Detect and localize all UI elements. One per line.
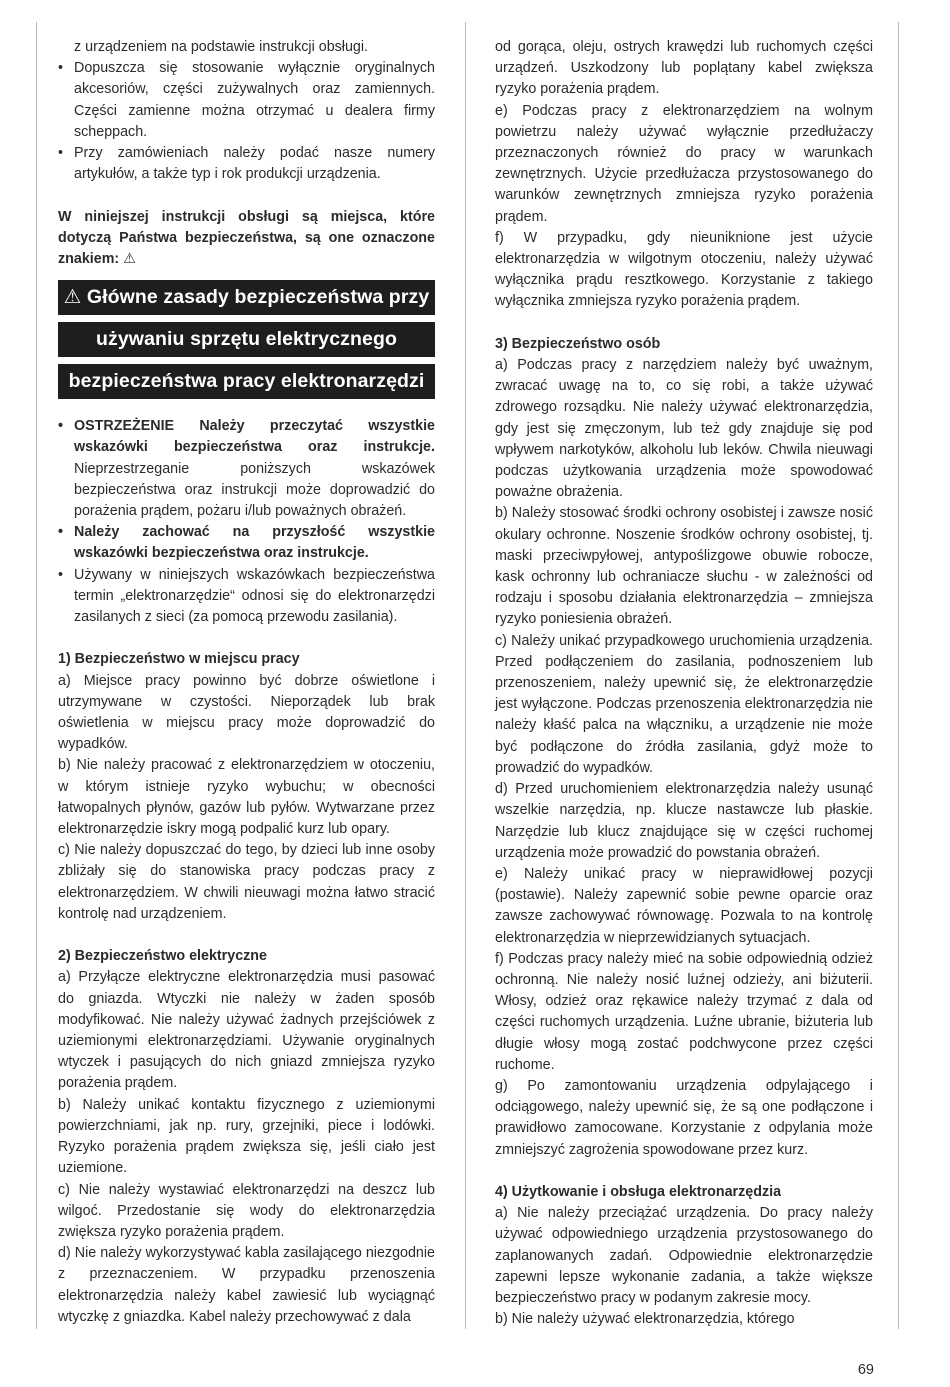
bullet-ordering: • Przy zamówieniach należy podać nasze numery artykułów, a także typ i rok produkcji urządzenia.	[58, 145, 435, 183]
paragraph: f) W przypadku, gdy nieuniknione jest użycie elektronarzędzia w wilgotnym otoczeniu, należy używać wyłącznika prądu resztkowego. Korzystanie z takiego wyłącznika zmniejsza ryzyko porażenia prądem.	[495, 229, 873, 310]
bullet-dot: •	[58, 145, 64, 162]
section-banner-1: ⚠ Główne zasady bezpieczeństwa przy	[58, 280, 435, 315]
page-number: 69	[857, 1362, 874, 1378]
paragraph: e) Podczas pracy z elektronarzędziem na wolnym powietrzu należy używać wyłącznie przedłużaczy przeznaczonych również do pracy w warunkach zewnętrznych. Użycie przedłużacza przystosowanego do warunków zewnętrznych zmniejsza ryzyko porażenia prądem.	[495, 102, 873, 225]
section-banner-3: bezpieczeństwa pracy elektronarzędzi	[58, 364, 435, 399]
paragraph: a) Podczas pracy z narzędziem należy być uważnym, zwracać uwagę na to, co się robi, a także używać zdrowego rozsądku. Nie należy używać elektronarzędzia, gdy jest się zmęczonym, lub też gdy znajduje się pod wpływem narkotyków, alkoholu lub leków. Chwila nieuwagi podczas użytkowania urządzenia może spowodować poważne obrażenia.	[495, 357, 873, 501]
section-heading-personal: 3) Bezpieczeństwo osób	[495, 335, 661, 352]
paragraph: c) Należy unikać przypadkowego uruchomienia urządzenia. Przed podłączeniem do zasilania, podnoszeniem lub przenoszeniem, należy upewnić się, że elektronarzędzie jest wyłączone. Podczas przenoszenia elektronarzędzia nie należy kłaść palca na włączniku, a urządzenie nie może być podłączone do źródła zasilania, gdyż może to prowadzić do wypadków.	[495, 632, 873, 776]
paragraph: e) Należy unikać pracy w nieprawidłowej pozycji (postawie). Należy zapewnić sobie pewne oparcie oraz zawsze zachowywać równowagę. Pozwala to na kontrolę elektronarzędzia w nieprzewidzianych sytuacjach.	[495, 865, 873, 946]
left-margin-rule	[36, 22, 37, 1329]
bullet-dot: •	[58, 566, 64, 583]
bullet-dot: •	[58, 418, 64, 435]
paragraph: c) Nie należy dopuszczać do tego, by dzieci lub inne osoby zbliżały się do stanowiska pracy podczas pracy z elektronarzędziem. W chwili nieuwagi można łatwo stracić kontrolę nad urządzeniem.	[58, 842, 435, 922]
paragraph: g) Po zamontowaniu urządzenia odpylającego i odciągowego, należy upewnić się, że są one podłączone i prawidłowo zamocowane. Korzystanie z odpylania może zmniejszyć zagrożenia spowodowane przez kurz.	[495, 1077, 873, 1158]
section-heading-workplace: 1) Bezpieczeństwo w miejscu pracy	[58, 651, 300, 668]
section-heading-electrical: 2) Bezpieczeństwo elektryczne	[58, 948, 267, 965]
paragraph: f) Podczas pracy należy mieć na sobie odpowiednią odzież ochronną. Nie należy nosić luźnej odzieży, ani biżuterii. Włosy, odzież oraz rękawice należy trzymać z dala od części ruchomych urządzenia. Luźne ubranie, biżuteria lub długie włosy mogą zostać podchwycone przez części ruchome.	[495, 950, 873, 1073]
paragraph: d) Nie należy wykorzystywać kabla zasilającego niezgodnie z przeznaczeniem. W przypadku przenoszenia elektronarzędzia należy kabel zawiesić lub wyciągnąć wtyczkę z gniazdka. Kabel należy przechowywać z dala	[58, 1245, 435, 1325]
paragraph: b) Należy unikać kontaktu fizycznego z uziemionymi powierzchniami, jak np. rury, grzejniki, piece i lodówki. Ryzyko porażenia prądem zwiększa się, jeśli ciało jest uziemione.	[58, 1096, 435, 1177]
paragraph: c) Nie należy wystawiać elektronarzędzi na deszcz lub wilgoć. Przedostanie się wody do elektronarzędzia zwiększa ryzyko porażenia prądem.	[58, 1181, 435, 1240]
paragraph: a) Nie należy przeciążać urządzenia. Do pracy należy używać odpowiedniego urządzenia przystosowanego do zaplanowanych zadań. Odpowiednie elektronarzędzie zapewni lepsze wykonanie zadania, a także większe bezpieczeństwo pracy w podanym zakresie mocy.	[495, 1205, 873, 1306]
paragraph: d) Przed uruchomieniem elektronarzędzia należy usunąć wszelkie narzędzia, np. klucze nastawcze lub płaskie. Narzędzie lub klucz znajdujące się w części ruchomej urządzenia może prowadzić do powstania obrażeń.	[495, 781, 873, 861]
section-heading-usage: 4) Użytkowanie i obsługa elektronarzędzia	[495, 1183, 782, 1200]
left-column	[58, 37, 435, 1328]
paragraph: a) Miejsce pracy powinno być dobrze oświetlone i utrzymywane w czystości. Nieporządek lub brak oświetlenia w miejscu pracy może doprowadzić do wypadków.	[58, 672, 435, 753]
paragraph: a) Przyłącze elektryczne elektronarzędzia musi pasować do gniazda. Wtyczki nie należy w żaden sposób modyfikować. Nie należy używać żadnych przejściówek z uziemionymi elektronarzędziami. Używanie oryginalnych wtyczek i pasujących do nich gniazd zmniejsza ryzyko porażenia prądem.	[58, 969, 435, 1092]
warning-triangle-icon: ⚠	[63, 286, 82, 309]
section-banner-2: używaniu sprzętu elektrycznego	[58, 322, 435, 357]
bullet-warning: • OSTRZEŻENIE Należy przeczytać wszystkie wskazówki bezpieczeństwa oraz instrukcje. Nieprzestrzeganie poniższych wskazówek bezpieczeństwa oraz instrukcji może doprowadzić do porażenia prądem, pożaru i/lub poważnych obrażeń.	[58, 418, 435, 520]
paragraph: b) Nie należy pracować z elektronarzędziem w otoczeniu, w którym istnieje ryzyko wybuchu; w obecności łatwopalnych płynów, gazów lub pyłów. Wytwarzane przez elektronarzędzie iskry mogą podpalić kurz lub opary.	[58, 757, 435, 838]
paragraph: od gorąca, oleju, ostrych krawędzi lub ruchomych części urządzeń. Uszkodzony lub poplątany kabel zwiększa ryzyko porażenia prądem.	[495, 39, 873, 98]
bullet-dot: •	[58, 524, 64, 541]
column-divider	[465, 22, 466, 1329]
safety-note: W niniejszej instrukcji obsługi są miejsca, które dotyczą Państwa bezpieczeństwa, są one oznaczone znakiem: ⚠	[58, 207, 435, 271]
intro-continuation: z urządzeniem na podstawie instrukcji obsługi.	[74, 39, 369, 55]
bullet-spare-parts: • Dopuszcza się stosowanie wyłącznie oryginalnych akcesoriów, części zużywalnych oraz zamiennych. Części zamienne można otrzymać u dealera firmy scheppach.	[58, 60, 435, 140]
right-column	[495, 37, 873, 1330]
warning-triangle-icon: ⚠	[123, 251, 136, 268]
bullet-dot: •	[58, 60, 64, 77]
bullet-term-note: • Używany w niniejszych wskazówkach bezpieczeństwa termin „elektronarzędzie“ odnosi się do elektronarzędzi zasilanych z sieci (za pomocą przewodu zasilania).	[58, 566, 435, 626]
right-margin-rule	[898, 22, 899, 1329]
paragraph: b) Nie należy używać elektronarzędzia, którego	[495, 1311, 795, 1328]
paragraph: b) Należy stosować środki ochrony osobistej i zawsze nosić okulary ochronne. Noszenie środków ochrony osobistej, tj. maski przeciwpyłowej, antypoślizgowe obuwie robocze, kask ochronny lub ochraniacze słuchu - w zależności od rodzaju i sposobu działania elektronarzędzia – zmniejsza ryzyko poniesienia obrażeń.	[495, 505, 873, 628]
bullet-keep-instructions: • Należy zachować na przyszłość wszystkie wskazówki bezpieczeństwa oraz instrukcje.	[58, 524, 435, 562]
